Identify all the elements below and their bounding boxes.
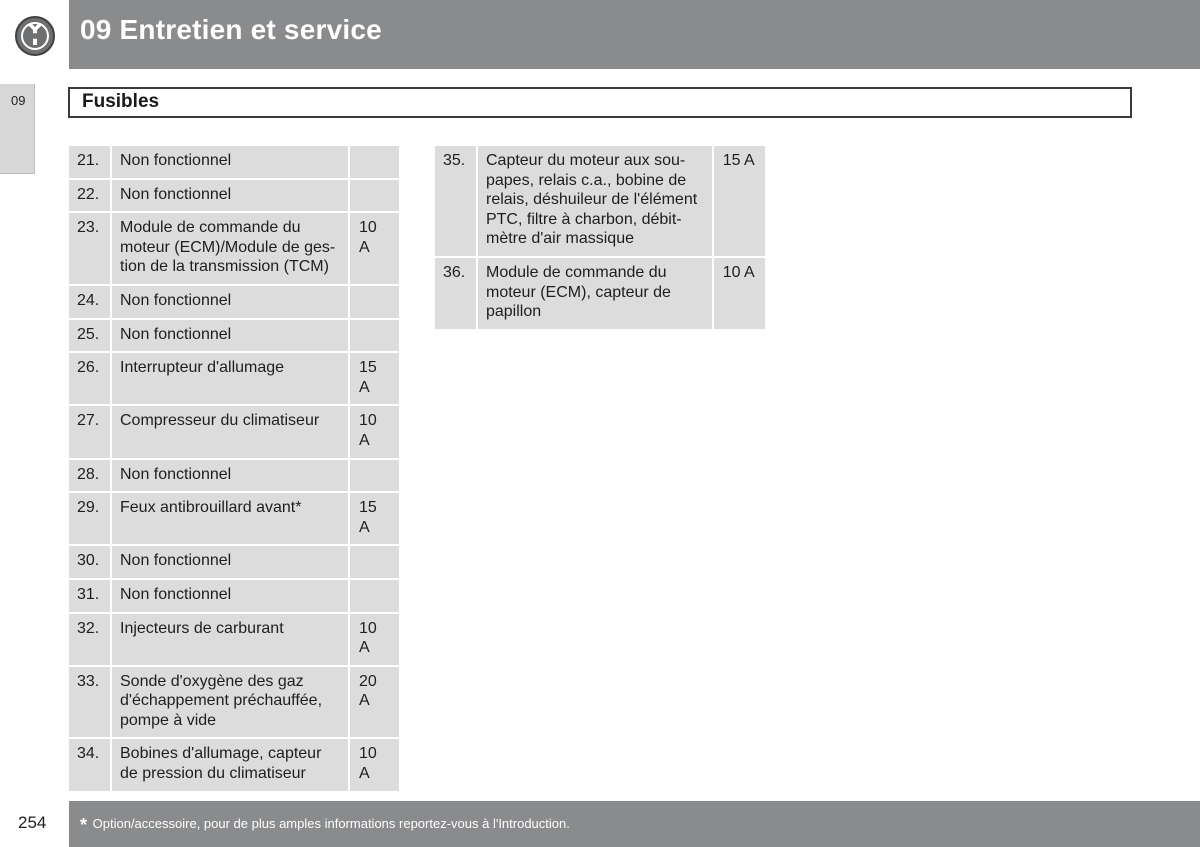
fuse-number: 30. xyxy=(69,546,110,578)
wrench-gear-icon xyxy=(14,15,56,57)
fuse-number: 21. xyxy=(69,146,110,178)
fuse-number: 33. xyxy=(69,667,110,738)
footnote xyxy=(80,815,570,836)
fuse-description: Non fonctionnel xyxy=(110,460,348,492)
fuse-amperage xyxy=(348,460,399,492)
fuse-amperage: 10 A xyxy=(348,406,399,457)
fuse-description: Capteur du moteur aux sou-papes, relais c.a., bobine de relais, déshuileur de l'élément PTC, filtre à charbon, débit-mètre d'air massique xyxy=(476,146,712,256)
fuse-number: 32. xyxy=(69,614,110,665)
fuse-number: 36. xyxy=(435,258,476,329)
header-icon-box xyxy=(0,0,69,69)
fuse-amperage xyxy=(348,146,399,178)
fuse-table-left xyxy=(69,144,399,793)
fuse-number: 27. xyxy=(69,406,110,457)
fuse-description: Bobines d'allumage, capteur de pression du climatiseur xyxy=(110,739,348,790)
fuse-number: 26. xyxy=(69,353,110,404)
fuse-row xyxy=(69,180,399,212)
fuse-description: Non fonctionnel xyxy=(110,320,348,352)
fuse-row xyxy=(435,258,765,329)
fuse-row xyxy=(69,406,399,457)
fuse-description: Non fonctionnel xyxy=(110,180,348,212)
fuse-amperage: 10 A xyxy=(348,614,399,665)
fuse-number: 28. xyxy=(69,460,110,492)
fuse-description: Non fonctionnel xyxy=(110,146,348,178)
fuse-description: Module de commande du moteur (ECM)/Module de ges-tion de la transmission (TCM) xyxy=(110,213,348,284)
fuse-amperage xyxy=(348,286,399,318)
fuse-number: 24. xyxy=(69,286,110,318)
footnote-star: * xyxy=(80,815,88,835)
fuse-amperage: 10 A xyxy=(712,258,765,329)
fuse-description: Non fonctionnel xyxy=(110,286,348,318)
fuse-description: Compresseur du climatiseur xyxy=(110,406,348,457)
fuse-description: Module de commande du moteur (ECM), capteur de papillon xyxy=(476,258,712,329)
fuse-description: Interrupteur d'allumage xyxy=(110,353,348,404)
page-number: 254 xyxy=(18,813,47,832)
fuse-description: Feux antibrouillard avant* xyxy=(110,493,348,544)
fuse-amperage: 15 A xyxy=(712,146,765,256)
fuse-amperage: 10 A xyxy=(348,739,399,790)
page-title: 09 Entretien et service xyxy=(80,14,382,45)
fuse-amperage xyxy=(348,546,399,578)
fuse-amperage: 15 A xyxy=(348,353,399,404)
fuse-row xyxy=(69,493,399,544)
fuse-number: 25. xyxy=(69,320,110,352)
fuse-row xyxy=(69,614,399,665)
section-title: Fusibles xyxy=(82,91,160,112)
fuse-amperage: 10 A xyxy=(348,213,399,284)
fuse-number: 31. xyxy=(69,580,110,612)
fuse-number: 29. xyxy=(69,493,110,544)
fuse-row xyxy=(69,580,399,612)
fuse-number: 22. xyxy=(69,180,110,212)
section-heading-box xyxy=(68,87,1132,118)
fuse-row xyxy=(435,146,765,256)
fuse-description: Sonde d'oxygène des gaz d'échappement préchauffée, pompe à vide xyxy=(110,667,348,738)
fuse-amperage xyxy=(348,180,399,212)
fuse-row xyxy=(69,546,399,578)
fuse-number: 35. xyxy=(435,146,476,256)
fuse-description: Non fonctionnel xyxy=(110,580,348,612)
fuse-number: 23. xyxy=(69,213,110,284)
chapter-tab-label: 09 xyxy=(11,93,26,108)
fuse-row xyxy=(69,667,399,738)
fuse-table-right xyxy=(435,144,765,331)
fuse-amperage: 15 A xyxy=(348,493,399,544)
fuse-amperage: 20 A xyxy=(348,667,399,738)
fuse-description: Non fonctionnel xyxy=(110,546,348,578)
fuse-row xyxy=(69,353,399,404)
fuse-row xyxy=(69,739,399,790)
fuse-number: 34. xyxy=(69,739,110,790)
fuse-amperage xyxy=(348,580,399,612)
fuse-description: Injecteurs de carburant xyxy=(110,614,348,665)
fuse-row xyxy=(69,320,399,352)
fuse-row xyxy=(69,213,399,284)
fuse-amperage xyxy=(348,320,399,352)
fuse-row xyxy=(69,146,399,178)
footnote-text: Option/accessoire, pour de plus amples informations reportez-vous à l'Introduction. xyxy=(92,816,570,831)
fuse-row xyxy=(69,286,399,318)
fuse-row xyxy=(69,460,399,492)
